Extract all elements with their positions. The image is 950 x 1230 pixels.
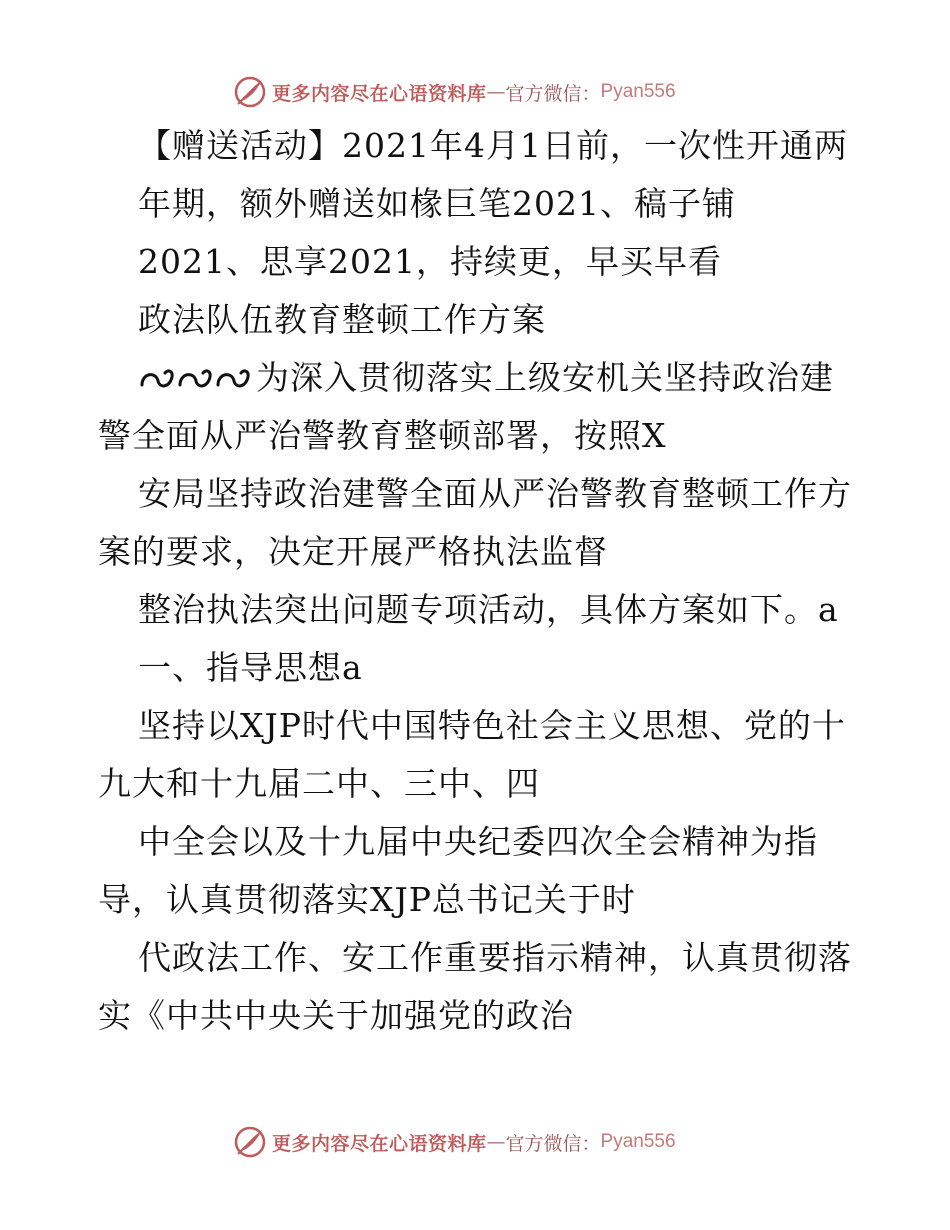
footer-watermark	[232, 1122, 752, 1162]
text-line-11: 坚持以XJP时代中国特色社会主义思想、党的十	[138, 706, 846, 745]
watermark-sub-text: 官方微信：	[505, 82, 601, 105]
text-line-14: 导，认真贯彻落实XJP总书记关于时	[98, 880, 636, 919]
watermark-dash: —	[486, 81, 506, 103]
text-line-15: 代政法工作、安工作重要指示精神，认真贯彻落	[138, 938, 852, 977]
watermark-main-text: 更多内容尽在心语资料库	[272, 1132, 487, 1155]
text-line-8: 案的要求，决定开展严格执法监督	[98, 532, 608, 571]
watermark-main-text: 更多内容尽在心语资料库	[272, 82, 487, 105]
text-line-1: 【赠送活动】2021年4月1日前，一次性开通两	[138, 126, 848, 165]
text-line-2: 年期，额外赠送如椽巨笔2021、稿子铺	[138, 184, 736, 223]
text-line-12: 九大和十九届二中、三中、四	[98, 764, 540, 803]
header-watermark	[232, 72, 752, 112]
watermark-dash: —	[486, 1131, 506, 1153]
text-line-5-content: 为深入贯彻落实上级安机关坚持政治建	[256, 358, 834, 397]
watermark-id: Pyan556	[600, 81, 676, 102]
text-line-6: 警全面从严治警教育整顿部署，按照X	[98, 416, 667, 455]
text-line-3: 2021、思享2021，持续更，早买早看	[138, 242, 722, 281]
ornament-icon	[138, 361, 256, 395]
text-line-5	[138, 358, 834, 398]
feather-logo-icon	[232, 74, 268, 110]
watermark-id: Pyan556	[600, 1131, 676, 1152]
text-line-9: 整治执法突出问题专项活动，具体方案如下。a	[138, 590, 839, 629]
watermark-sub-text: 官方微信：	[505, 1132, 601, 1155]
feather-logo-icon	[232, 1124, 268, 1160]
text-line-7: 安局坚持政治建警全面从严治警教育整顿工作方	[138, 474, 852, 513]
section-heading: 一、指导思想a	[138, 648, 363, 687]
text-line-13: 中全会以及十九届中央纪委四次全会精神为指	[138, 822, 818, 861]
text-line-16: 实《中共中央关于加强党的政治	[98, 996, 574, 1035]
document-title: 政法队伍教育整顿工作方案	[138, 300, 546, 339]
